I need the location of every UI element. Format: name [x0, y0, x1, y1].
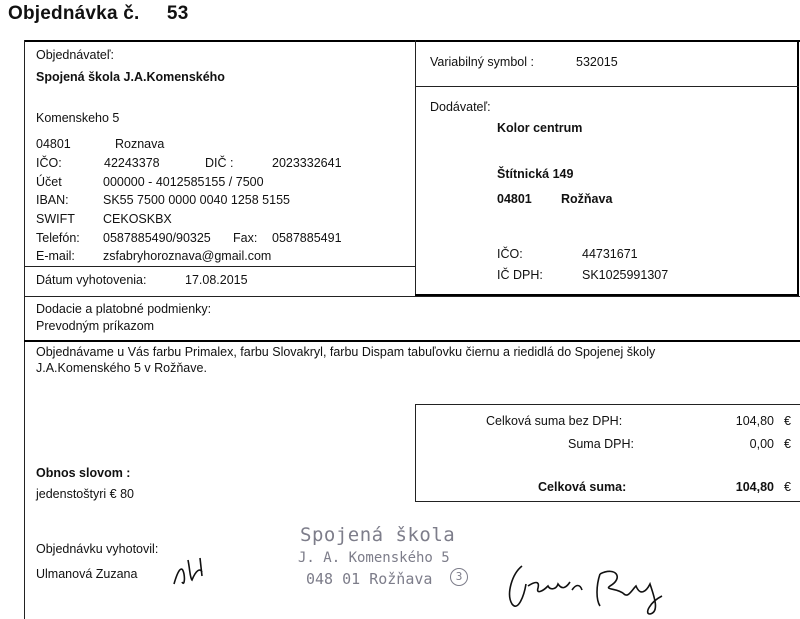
totals-bottom-border [415, 501, 800, 502]
buyer-supplier-divider [415, 40, 416, 296]
buyer-iban: SK55 7500 0000 0040 1258 5155 [103, 193, 290, 207]
buyer-street: Komenskeho 5 [36, 111, 120, 125]
totals-top-border [415, 404, 800, 405]
vs-divider [415, 86, 799, 87]
grand-total-label: Celková suma: [538, 480, 627, 494]
order-description-line2: J.A.Komenského 5 v Rožňave. [36, 361, 207, 375]
supplier-street: Štítnická 149 [497, 167, 574, 181]
buyer-swift-label: SWIFT [36, 212, 75, 226]
date-divider [24, 266, 415, 267]
buyer-phone-label: Telefón: [36, 231, 80, 245]
buyer-phone: 0587885490/90325 [103, 231, 211, 245]
net-total-currency: € [784, 414, 791, 428]
supplier-vat-label: IČ DPH: [497, 268, 543, 282]
stamp-line1: Spojená škola [300, 524, 456, 546]
frame-right-border [797, 40, 799, 296]
terms-bottom-divider [24, 340, 800, 342]
variable-symbol-value: 532015 [576, 55, 618, 69]
issue-date-value: 17.08.2015 [185, 273, 248, 287]
supplier-zip: 04801 [497, 192, 532, 206]
prepared-by-label: Objednávku vyhotovil: [36, 542, 159, 556]
buyer-label: Objednávateľ: [36, 48, 115, 62]
stamp-mark: 3 [450, 568, 468, 586]
buyer-account: 000000 - 4012585155 / 7500 [103, 175, 264, 189]
vat-total-currency: € [784, 437, 791, 451]
supplier-city: Rožňava [561, 192, 613, 206]
buyer-city: Roznava [115, 137, 165, 151]
buyer-zip: 04801 [36, 137, 71, 151]
vat-total-label: Suma DPH: [568, 437, 634, 451]
buyer-iban-label: IBAN: [36, 193, 69, 207]
frame-left-border [24, 40, 25, 619]
amount-words-value: jedenstoštyri € 80 [36, 487, 134, 501]
terms-top-divider [24, 296, 800, 297]
authorized-signature [500, 556, 690, 616]
order-title-label: Objednávka č. [8, 3, 140, 24]
buyer-ico: 42243378 [104, 156, 160, 170]
net-total-value: 104,80 [735, 414, 774, 428]
buyer-fax-label: Fax: [233, 231, 258, 245]
prepared-by-name: Ulmanová Zuzana [36, 567, 138, 581]
net-total-label: Celková suma bez DPH: [486, 414, 623, 428]
buyer-fax: 0587885491 [272, 231, 342, 245]
totals-left-border [415, 404, 416, 502]
frame-top-border [24, 40, 800, 42]
supplier-ico: 44731671 [582, 247, 638, 261]
amount-words-label: Obnos slovom : [36, 466, 131, 480]
buyer-name: Spojená škola J.A.Komenského [36, 70, 225, 84]
buyer-email-label: E-mail: [36, 249, 75, 263]
order-description-line1: Objednávame u Vás farbu Primalex, farbu Slovakryl, farbu Dispam tabuľovku čiernu a riedidlá do Spojenej školy [36, 345, 656, 359]
stamp-line2: J. A. Komenského 5 [298, 550, 450, 566]
order-number: 53 [166, 3, 189, 24]
supplier-vat: SK1025991307 [582, 268, 669, 282]
variable-symbol-label: Variabilný symbol : [430, 55, 534, 69]
supplier-ico-label: IČO: [497, 247, 523, 261]
terms-label: Dodacie a platobné podmienky: [36, 302, 212, 316]
grand-total-value: 104,80 [735, 480, 774, 494]
buyer-account-label: Účet [36, 175, 62, 189]
grand-total-currency: € [784, 480, 791, 494]
terms-value: Prevodným príkazom [36, 319, 155, 333]
issue-date-label: Dátum vyhotovenia: [36, 273, 147, 287]
preparer-signature [170, 550, 210, 590]
supplier-label: Dodávateľ: [430, 100, 491, 114]
buyer-ico-label: IČO: [36, 156, 62, 170]
buyer-email: zsfabryhoroznava@gmail.com [103, 249, 272, 263]
vat-total-value: 0,00 [749, 437, 774, 451]
buyer-dic: 2023332641 [272, 156, 342, 170]
buyer-dic-label: DIČ : [205, 156, 234, 170]
stamp-line3: 048 01 Rožňava [306, 570, 433, 588]
order-title [8, 3, 188, 25]
buyer-swift: CEKOSKBX [103, 212, 172, 226]
supplier-name: Kolor centrum [497, 121, 583, 135]
